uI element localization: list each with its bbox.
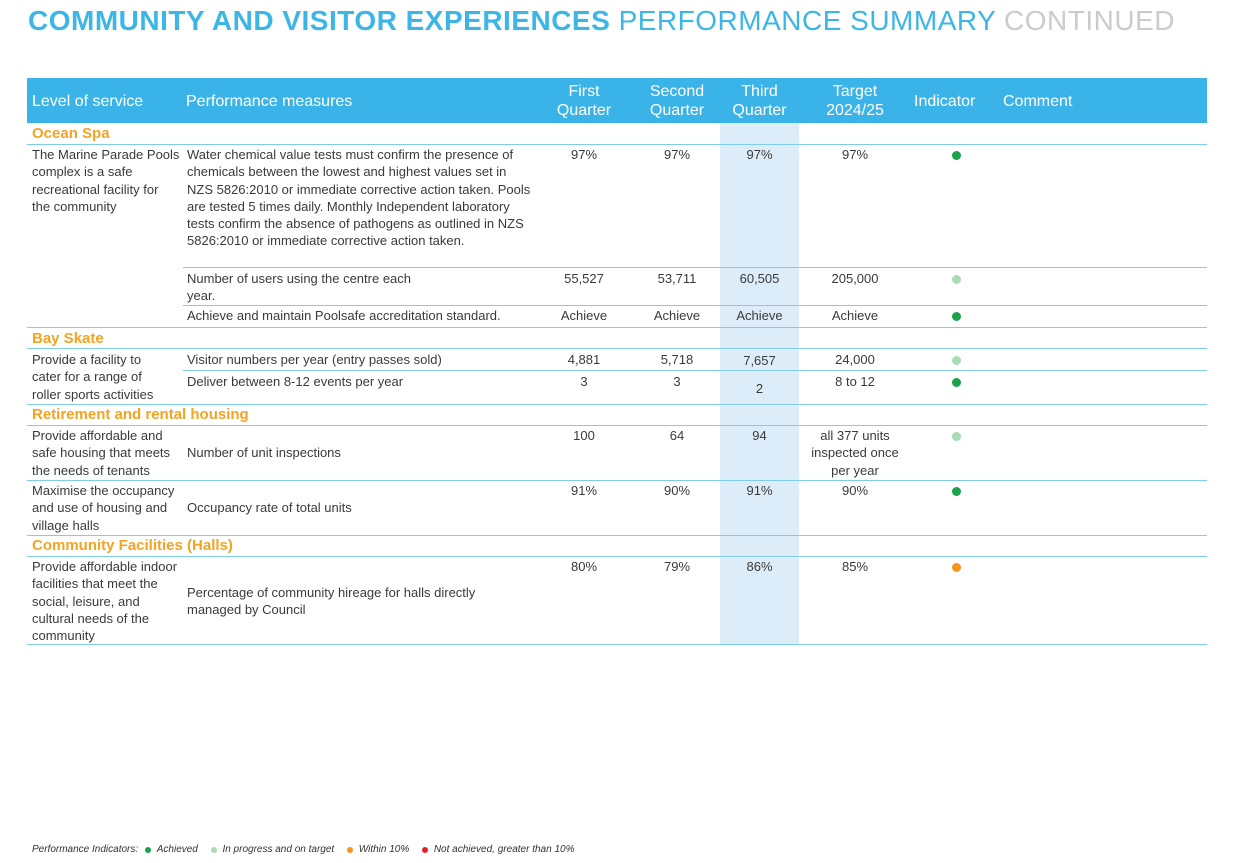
target-value: 8 to 12 bbox=[835, 374, 875, 389]
q1-value: 80% bbox=[570, 559, 598, 574]
performance-measure: Water chemical value tests must confirm the presence of chemicals between the lowest and highest values set in NZS 5826:2010 or immediate corrective action taken. Pools are tested 5 times daily. Monthly Independent laboratory tests confirm the absence of pathogens as outlined in NZS 5826:2010 or immediate corrective action taken. bbox=[187, 147, 531, 249]
q1-value: 100 bbox=[573, 428, 595, 443]
target-value: 24,000 bbox=[835, 352, 875, 367]
legend-within-10: Within 10% bbox=[358, 844, 410, 855]
performance-measure: Number of unit inspections bbox=[187, 445, 341, 460]
legend-label: Performance Indicators: bbox=[32, 844, 139, 855]
q2-value: 79% bbox=[663, 559, 691, 574]
legend-in-progress: In progress and on target bbox=[222, 844, 335, 855]
legend-achieved: Achieved bbox=[156, 844, 198, 855]
q1-value: 4,881 bbox=[567, 352, 601, 367]
indicator-within-10-dot bbox=[952, 563, 961, 572]
performance-measure: Achieve and maintain Poolsafe accreditation standard. bbox=[187, 308, 501, 323]
q3-value: 2 bbox=[755, 381, 764, 396]
row-divider bbox=[27, 480, 1207, 481]
q2-value: 90% bbox=[663, 483, 691, 498]
indicator-achieved-dot bbox=[952, 312, 961, 321]
q1-value: 91% bbox=[570, 483, 598, 498]
level-of-service: The Marine Parade Pools complex is a safe recreational facility for the community bbox=[32, 147, 180, 214]
target-value: all 377 units inspected once per year bbox=[811, 428, 899, 478]
target-value: 85% bbox=[841, 559, 869, 574]
header-measures: Performance measures bbox=[186, 93, 353, 110]
legend-not-achieved: Not achieved, greater than 10% bbox=[433, 844, 575, 855]
q3-value: 86% bbox=[746, 559, 773, 574]
q3-value: 7,657 bbox=[743, 353, 776, 368]
page-title bbox=[28, 5, 1175, 37]
target-value: Achieve bbox=[831, 308, 879, 323]
legend-within-10-dot bbox=[347, 847, 353, 853]
indicator-in-progress-dot bbox=[952, 275, 961, 284]
title-continued: CONTINUED bbox=[1004, 5, 1175, 36]
section-bay-skate: Bay Skate bbox=[32, 330, 104, 347]
legend-achieved-dot bbox=[145, 847, 151, 853]
performance-measure: Deliver between 8-12 events per year bbox=[187, 374, 404, 389]
q1-value: 3 bbox=[580, 374, 588, 389]
row-divider bbox=[27, 556, 1207, 557]
indicator-achieved-dot bbox=[952, 378, 961, 387]
header-q3: Third Quarter bbox=[732, 83, 787, 119]
level-of-service: Maximise the occupancy and use of housing and village halls bbox=[32, 483, 175, 533]
title-sub: PERFORMANCE SUMMARY bbox=[618, 5, 996, 36]
row-divider bbox=[27, 327, 1207, 328]
level-of-service: Provide affordable and safe housing that meets the needs of tenants bbox=[32, 428, 171, 478]
q3-value: 94 bbox=[752, 428, 767, 443]
section-halls: Community Facilities (Halls) bbox=[32, 537, 233, 554]
header-comment: Comment bbox=[1003, 93, 1073, 110]
section-ocean-spa: Ocean Spa bbox=[32, 125, 110, 142]
q2-value: 64 bbox=[669, 428, 685, 443]
q1-value: Achieve bbox=[560, 308, 608, 323]
header-q1: First Quarter bbox=[556, 83, 612, 119]
row-divider bbox=[27, 144, 1207, 145]
table-bottom-rule bbox=[27, 644, 1207, 645]
q3-value: 60,505 bbox=[739, 271, 780, 286]
q2-value: 3 bbox=[673, 374, 681, 389]
indicator-in-progress-dot bbox=[952, 356, 961, 365]
row-divider bbox=[27, 425, 1207, 426]
performance-measure: Visitor numbers per year (entry passes sold) bbox=[187, 352, 442, 367]
title-main: COMMUNITY AND VISITOR EXPERIENCES bbox=[28, 5, 611, 36]
q1-value: 55,527 bbox=[564, 271, 604, 286]
performance-measure: Occupancy rate of total units bbox=[187, 500, 352, 515]
q2-value: 97% bbox=[663, 147, 691, 162]
legend-in-progress-dot bbox=[211, 847, 217, 853]
header-target: Target 2024/25 bbox=[826, 83, 884, 119]
q3-value: 91% bbox=[746, 483, 773, 498]
q1-value: 97% bbox=[570, 147, 598, 162]
section-housing: Retirement and rental housing bbox=[32, 406, 249, 423]
row-divider bbox=[27, 535, 1207, 536]
indicator-achieved-dot bbox=[952, 151, 961, 160]
q2-value: 5,718 bbox=[660, 352, 694, 367]
legend-not-achieved-dot bbox=[422, 847, 428, 853]
indicator-legend bbox=[32, 844, 574, 855]
row-divider bbox=[183, 370, 1207, 371]
level-of-service: Provide affordable indoor facilities that meet the social, leisure, and cultural needs of the community bbox=[32, 559, 178, 644]
header-q2: Second Quarter bbox=[649, 83, 705, 119]
header-level: Level of service bbox=[32, 93, 144, 110]
row-divider bbox=[183, 267, 1207, 268]
row-divider bbox=[183, 305, 1207, 306]
target-value: 90% bbox=[841, 483, 869, 498]
indicator-in-progress-dot bbox=[952, 432, 961, 441]
performance-measure: Percentage of community hireage for halls directly managed by Council bbox=[187, 585, 476, 618]
q2-value: 53,711 bbox=[657, 271, 697, 286]
target-value: 97% bbox=[841, 147, 869, 162]
q2-value: Achieve bbox=[653, 308, 701, 323]
level-of-service: Provide a facility to cater for a range of roller sports activities bbox=[32, 352, 154, 402]
q3-value: Achieve bbox=[736, 308, 783, 323]
row-divider bbox=[27, 404, 1207, 405]
row-divider bbox=[27, 348, 1207, 349]
indicator-achieved-dot bbox=[952, 487, 961, 496]
q3-value: 97% bbox=[746, 147, 773, 162]
target-value: 205,000 bbox=[831, 271, 879, 286]
table-header bbox=[27, 78, 1207, 123]
performance-measure: Number of users using the centre each year. bbox=[187, 271, 412, 304]
header-indicator: Indicator bbox=[914, 93, 976, 110]
